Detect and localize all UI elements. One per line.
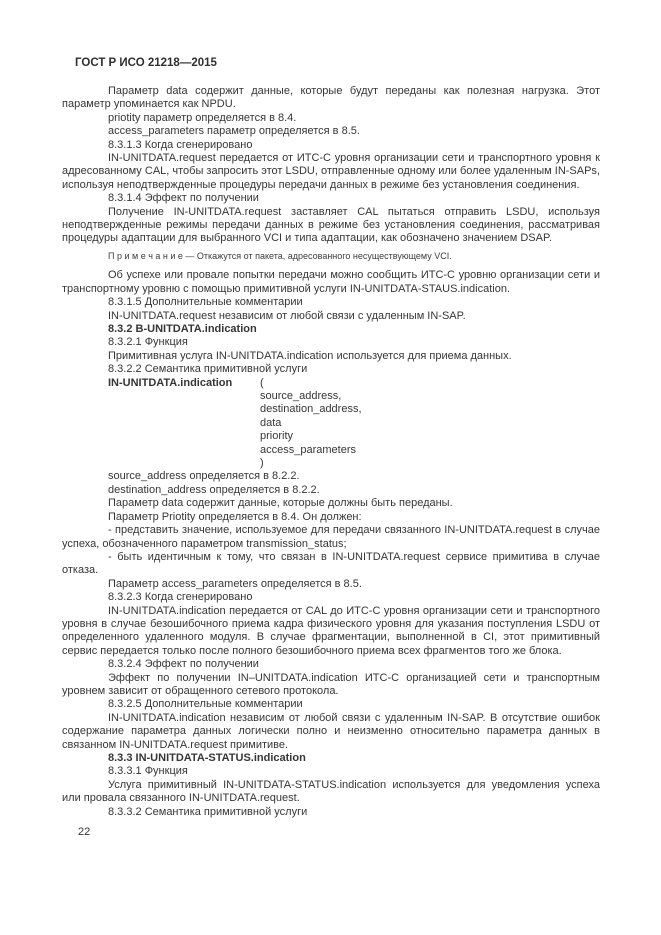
section-heading: 8.3.2 B-UNITDATA.indication [108, 323, 257, 335]
primitive-parameter: access_parameters [260, 443, 356, 456]
paragraph: - быть идентичным к тому, что связан в IN-UNITDATA.request сервисе примитива в случае отказа. [62, 550, 600, 577]
paragraph: 8.3.2.3 Когда сгенерировано [108, 591, 253, 604]
paragraph: Параметр Priotity определяется в 8.4. Он должен: [108, 510, 362, 523]
paragraph: Получение IN-UNITDATA.request заставляет CAL пытаться отправить LSDU, используя неподтвержденные режимы передачи данных в режиме без установления соединения, рассматривая процедуры адаптации для выбранного VCI и типа адаптации, как обозначено значением DSAP. [62, 205, 600, 245]
paragraph: 8.3.1.5 Дополнительные комментарии [108, 296, 303, 309]
primitive-parameter: ( [260, 376, 264, 389]
page-number: 22 [78, 826, 91, 839]
primitive-parameters [260, 377, 362, 471]
paragraph: Эффект по получении IN–UNITDATA.indication ИТС-С организацией сети и транспортным уровнем зависит от обращенного сетевого протокола. [62, 671, 600, 697]
paragraph: Об успехе или провале попытки передачи можно сообщить ИТС-С уровню организации сети и транспортному уровню с помощью примитивной услуги IN-UNITDATA-STAUS.indication. [62, 269, 600, 295]
note-paragraph: П р и м е ч а н и е — Откажутся от пакета, адресованного несуществующему VCI. [108, 250, 452, 261]
paragraph: destination_address определяется в 8.2.2. [108, 483, 320, 496]
paragraph: Параметр data содержит данные, которые будут переданы как полезная нагрузка. Этот параметр упоминается как NPDU. [62, 85, 600, 111]
paragraph: IN-UNITDATA.indication передается от CAL до ИТС-С уровня организации сети и транспортного уровня в случае безошибочного приема кадра физического уровня для указания поступления LSDU от определенного удаленного модуля. В случае фрагментации, выполненной в CI, этот примитивный сервис передается только после полного безошибочного приема всех фрагментов того же блока. [62, 604, 600, 657]
primitive-parameter: priority [260, 430, 294, 443]
primitive-definition [108, 377, 600, 471]
paragraph: priotity параметр определяется в 8.4. [108, 111, 297, 124]
primitive-parameter: data [260, 416, 282, 429]
paragraph: IN-UNITDATA.request передается от ИТС-С уровня организации сети и транспортного уровня к адресованному CAL, чтобы запросить этот LSDU, отправленные одному или более удаленным IN-SAPs, используя неподтвержденные процедуры передачи данных в режиме без установления соединения. [62, 152, 600, 191]
paragraph: 8.3.3.1 Функция [108, 765, 188, 778]
primitive-parameter: ) [260, 457, 264, 470]
paragraph: 8.3.1.4 Эффект по получении [108, 192, 259, 205]
paragraph: Параметр access_parameters определяется в 8.5. [108, 577, 362, 590]
paragraph: 8.3.2.2 Семантика примитивной услуги [108, 363, 308, 376]
paragraph: Услуга примитивный IN-UNITDATA-STATUS.indication используется для уведомления успеха или провала связанного IN-UNITDATA.request. [62, 778, 600, 805]
paragraph: IN-UNITDATA.indication независим от любой связи с удаленным IN-SAP. В отсутствие ошибок содержание параметра данных логически полно и неизменно относительно параметра данных в связанном IN-UNITDATA.request примитиве. [62, 711, 600, 751]
paragraph: 8.3.2.5 Дополнительные комментарии [108, 698, 303, 711]
document-header: ГОСТ Р ИСО 21218—2015 [75, 57, 217, 69]
paragraph: Примитивная услуга IN-UNITDATA.indication используется для приема данных. [108, 349, 512, 362]
paragraph: 8.3.2.4 Эффект по получении [108, 658, 259, 671]
paragraph: IN-UNITDATA.request независим от любой связи с удаленным IN-SAP. [108, 309, 466, 322]
paragraph: - представить значение, используемое для передачи связанного IN-UNITDATA.request в случае успеха, обозначенного параметром transmission_status; [62, 524, 600, 550]
section-heading: 8.3.3 IN-UNITDATA-STATUS.indication [108, 752, 306, 764]
paragraph: 8.3.2.1 Функция [108, 336, 188, 349]
paragraph: 8.3.1.3 Когда сгенерировано [108, 138, 253, 151]
document-body [62, 85, 600, 819]
primitive-parameter: source_address, [260, 390, 342, 403]
paragraph: source_address определяется в 8.2.2. [108, 470, 300, 483]
paragraph: Параметр data содержит данные, которые должны быть переданы. [108, 497, 453, 510]
paragraph: access_parameters параметр определяется в 8.5. [108, 125, 360, 138]
primitive-parameter: destination_address, [260, 403, 362, 416]
paragraph: 8.3.3.2 Семантика примитивной услуги [108, 805, 308, 818]
primitive-name: IN-UNITDATA.indication [108, 376, 233, 389]
